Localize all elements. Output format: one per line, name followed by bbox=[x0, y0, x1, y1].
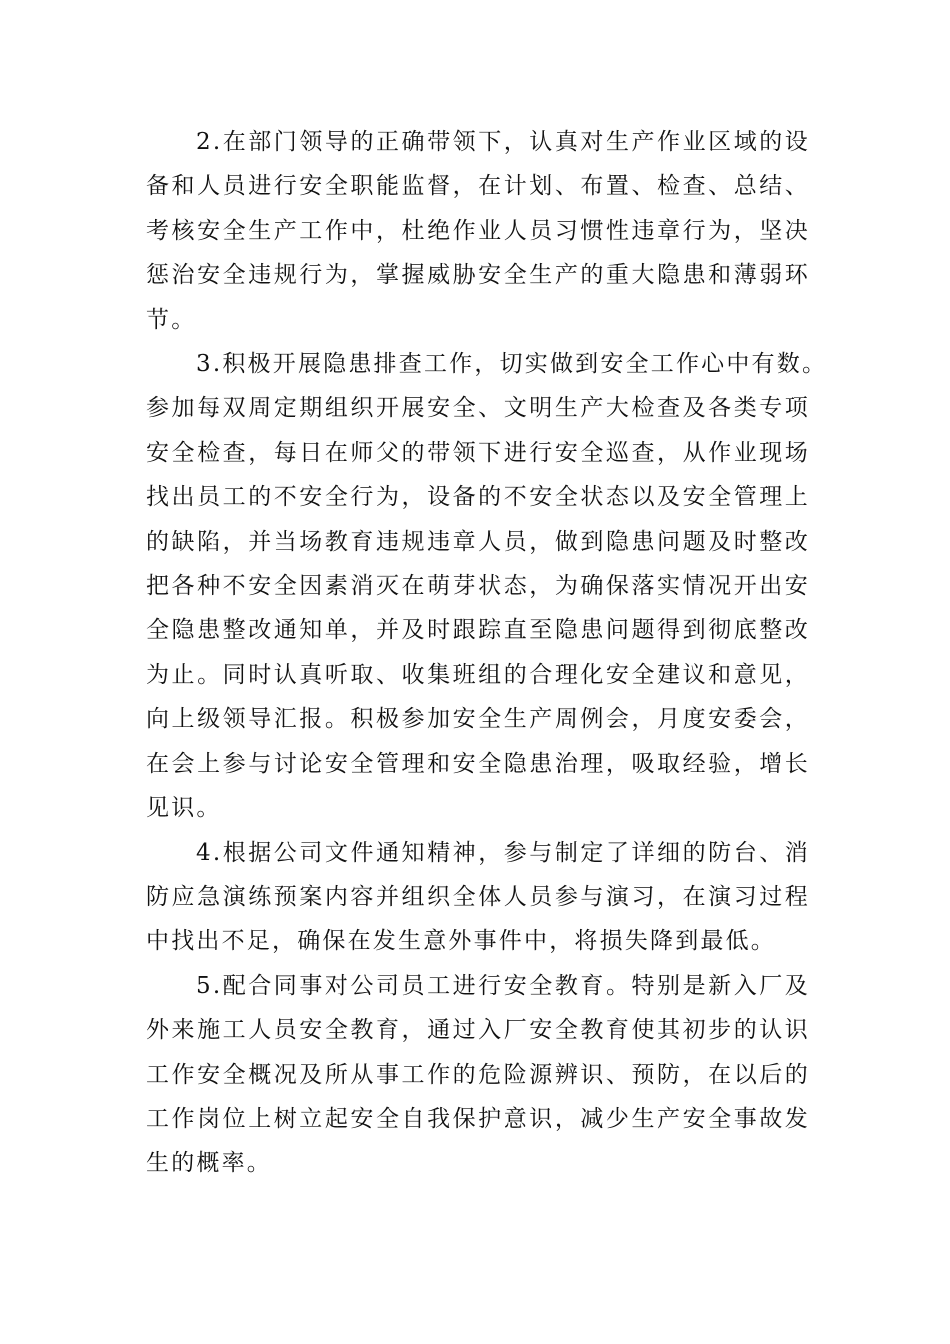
paragraph-2 bbox=[146, 120, 810, 342]
text-line: 向上级领导汇报。积极参加安全生产周例会，月度安委会， bbox=[146, 706, 810, 733]
text-line: 的缺陷，并当场教育违规违章人员，做到隐患问题及时整改 bbox=[146, 528, 810, 555]
text-line: 考核安全生产工作中，杜绝作业人员习惯性违章行为，坚决 bbox=[146, 217, 810, 244]
text-line: 3.积极开展隐患排查工作，切实做到安全工作心中有数。 bbox=[196, 351, 828, 378]
text-line: 中找出不足，确保在发生意外事件中，将损失降到最低。 bbox=[146, 928, 776, 955]
text-line: 工作安全概况及所从事工作的危险源辨识、预防，在以后的 bbox=[146, 1061, 810, 1088]
text-line: 生的概率。 bbox=[146, 1150, 272, 1177]
text-line: 参加每双周定期组织开展安全、文明生产大检查及各类专项 bbox=[146, 395, 810, 422]
text-line: 惩治安全违规行为，掌握威胁安全生产的重大隐患和薄弱环 bbox=[146, 262, 810, 289]
text-line: 外来施工人员安全教育，通过入厂安全教育使其初步的认识 bbox=[146, 1017, 810, 1044]
text-line: 备和人员进行安全职能监督，在计划、布置、检查、总结、 bbox=[146, 173, 810, 200]
paragraph-5 bbox=[146, 964, 810, 1186]
text-line: 全隐患整改通知单，并及时跟踪直至隐患问题得到彻底整改 bbox=[146, 617, 810, 644]
text-line: 找出员工的不安全行为，设备的不安全状态以及安全管理上 bbox=[146, 484, 810, 511]
text-line: 安全检查，每日在师父的带领下进行安全巡查，从作业现场 bbox=[146, 439, 810, 466]
text-line: 为止。同时认真听取、收集班组的合理化安全建议和意见， bbox=[146, 661, 810, 688]
text-line: 节。 bbox=[146, 306, 197, 333]
text-line: 4.根据公司文件通知精神，参与制定了详细的防台、消 bbox=[196, 839, 810, 866]
text-line: 见识。 bbox=[146, 795, 222, 822]
text-line: 防应急演练预案内容并组织全体人员参与演习，在演习过程 bbox=[146, 883, 810, 910]
document-body bbox=[146, 120, 828, 1186]
text-line: 在会上参与讨论安全管理和安全隐患治理，吸取经验，增长 bbox=[146, 750, 810, 777]
text-line: 2.在部门领导的正确带领下，认真对生产作业区域的设 bbox=[196, 129, 810, 155]
text-line: 把各种不安全因素消灭在萌芽状态，为确保落实情况开出安 bbox=[146, 573, 810, 600]
text-line: 工作岗位上树立起安全自我保护意识，减少生产安全事故发 bbox=[146, 1105, 810, 1132]
paragraph-4 bbox=[146, 831, 810, 964]
text-line: 5.配合同事对公司员工进行安全教育。特别是新入厂及 bbox=[196, 972, 810, 999]
paragraph-3 bbox=[146, 342, 828, 830]
